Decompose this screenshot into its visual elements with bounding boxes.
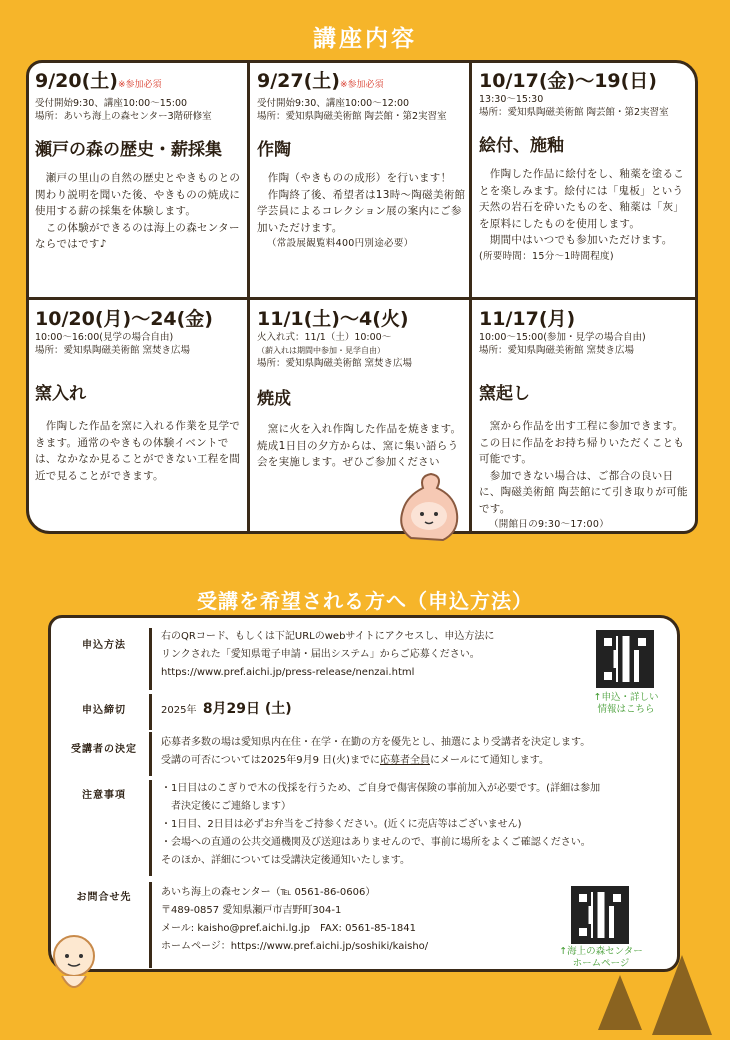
- note-item: そのほか、詳細については受講決定後通知いたします。: [161, 855, 410, 866]
- decision-text: 受講の可否については2025年9月9 日(火)までに: [161, 755, 380, 766]
- divider: [149, 882, 152, 968]
- event-time: 受付開始9:30、講座10:00～15:00: [35, 98, 188, 109]
- contact-homepage[interactable]: ホームページ：https://www.pref.aichi.jp/soshiki/kaisho/: [161, 941, 429, 952]
- event-date: 9/27(土): [257, 70, 340, 92]
- event-description: 窯に火を入れ作陶した作品を焼きます。 焼成1日目の夕方からは、窯に集い語らう会を実施します。ぜひご参加ください: [257, 423, 462, 468]
- apply-text: リンクされた「愛知県電子申請・届出システム」からご応募ください。: [161, 649, 480, 660]
- event-time: 火入れ式：11/1（土）10:00～: [257, 332, 392, 343]
- event-description: 作陶した作品に絵付をし、釉薬を塗ることを楽しみます。絵付には「鬼板」という天然の岩石を砕いたものを、釉薬は「灰」を原料にしたものを使用します。 期間中はいつでも参加いただけます。: [479, 168, 685, 246]
- event-note: （開館日の9:30～17:00）: [489, 519, 610, 530]
- row-label-deadline: 申込締切: [82, 705, 126, 716]
- row-label-apply: 申込方法: [82, 640, 126, 651]
- note-item: ・会場への直通の公共交通機関及び送迎はありませんので、事前に場所をよくご確認ください。: [161, 837, 591, 848]
- required-badge: ※参加必須: [339, 80, 384, 90]
- course-board: [26, 60, 698, 534]
- event-date: 11/17(月): [479, 308, 576, 330]
- event-time: 10:00～16:00(見学の場合自由): [35, 332, 174, 343]
- divider: [149, 732, 152, 776]
- event-note: （常設展観覧料400円別途必要）: [267, 238, 414, 249]
- event-place: 場所：あいち海上の森センター3階研修室: [35, 111, 212, 122]
- event-date: 11/1(土)～4(火): [257, 308, 409, 330]
- qr-caption: ↑海上の森センター ホームページ: [559, 946, 643, 969]
- qr-caption: ↑申込・詳しい 情報はこちら: [593, 692, 659, 715]
- event-card: [479, 307, 693, 534]
- event-place: 場所：愛知県陶磁美術館 陶芸館・第2実習室: [257, 111, 447, 122]
- decision-emphasis: 応募者全員: [379, 755, 430, 766]
- apply-text: 右のQRコード、もしくは下記URLのwebサイトにアクセスし、申込方法に: [161, 631, 495, 642]
- required-badge: ※参加必須: [117, 80, 162, 90]
- event-card: [257, 307, 469, 471]
- event-time: 受付開始9:30、講座10:00～12:00: [257, 98, 410, 109]
- apply-url[interactable]: https://www.pref.aichi.jp/press-release/nenzai.html: [161, 667, 415, 678]
- event-title: 焼成: [257, 389, 291, 409]
- decision-text: 応募者多数の場は愛知県内在住・在学・在勤の方を優先とし、抽選により受講者を決定します。: [161, 737, 591, 748]
- event-date: 10/17(金)～19(日): [479, 70, 657, 92]
- qr-code-application[interactable]: [596, 630, 654, 688]
- note-item: ・1日目はのこぎりで木の伐採を行うため、ご自身で傷害保険の事前加入が必要です。(詳細は参加: [161, 783, 601, 794]
- tree-icon: [652, 955, 712, 1035]
- row-label-notes: 注意事項: [82, 790, 126, 801]
- event-description: 作陶した作品を窯に入れる作業を見学できます。通常のやきもの体験イベントでは、なかなか見ることができない工程を間近で見ることができます。: [35, 420, 241, 482]
- row-label-decision: 受講者の決定: [71, 744, 137, 755]
- event-title: 作陶: [257, 140, 291, 160]
- divider: [29, 297, 695, 300]
- event-place: 場所：愛知県陶磁美術館 窯焚き広場: [35, 345, 191, 356]
- note-item: 者決定後にご連絡します）: [161, 801, 291, 812]
- application-panel: [48, 615, 680, 972]
- event-date: 10/20(月)～24(金): [35, 308, 213, 330]
- event-card: [35, 69, 247, 253]
- event-card: [257, 69, 469, 253]
- event-place: 場所：愛知県陶磁美術館 窯焚き広場: [257, 358, 413, 369]
- event-place: 場所：愛知県陶磁美術館 陶芸館・第2実習室: [479, 107, 669, 118]
- tree-icon: [598, 975, 642, 1030]
- contact-email[interactable]: メール: kaisho@pref.aichi.lg.jp FAX: 0561-85-1841: [161, 923, 416, 934]
- event-card: [35, 307, 247, 484]
- event-date: 9/20(土): [35, 70, 118, 92]
- event-title: 瀬戸の森の歴史・薪採集: [35, 140, 222, 160]
- section-title-courses: 講座内容: [313, 26, 417, 52]
- mascot-character: [44, 930, 104, 1000]
- event-card: [479, 69, 693, 265]
- section-title-application: 受講を希望される方へ（申込方法）: [197, 589, 533, 613]
- contact-address: 〒489-0857 愛知県瀬戸市吉野町304-1: [161, 905, 342, 916]
- event-description: 作陶（やきものの成形）を行います！ 作陶終了後、希望者は13時～陶磁美術館学芸員によるコレクション展の案内にご参加いただけます。: [257, 172, 466, 234]
- deadline-date: 8月29日 (土): [202, 701, 292, 717]
- event-title: 絵付、施釉: [479, 136, 564, 156]
- event-title: 窯入れ: [35, 384, 86, 404]
- event-time: 10:00～15:00(参加・見学の場合自由): [479, 332, 646, 343]
- contact-name: あいち海上の森センター（℡ 0561-86-0606）: [161, 887, 376, 898]
- mascot-illustration: [389, 468, 469, 548]
- note-item: ・1日目、2日目は必ずお弁当をご持参ください。(近くに売店等はございません): [161, 819, 522, 830]
- event-title: 窯起し: [479, 384, 530, 404]
- qr-code-homepage[interactable]: [571, 886, 629, 944]
- event-place: 場所：愛知県陶磁美術館 窯焚き広場: [479, 345, 635, 356]
- event-sub-note: （薪入れは期間中参加・見学自由）: [257, 346, 385, 355]
- event-description: 瀬戸の里山の自然の歴史とやきものとの関わり説明を聞いた後、やきものの焼成に使用する薪の採集を体験します。 この体験ができるのは海上の森センターならではです♪: [35, 172, 241, 250]
- row-label-contact: お問合せ先: [76, 892, 132, 903]
- divider: [149, 628, 152, 690]
- deadline-year: 2025年: [161, 705, 197, 716]
- decision-text: にメールにて通知します。: [429, 755, 549, 766]
- event-note: (所要時間：15分～1時間程度): [479, 250, 614, 262]
- divider: [149, 780, 152, 876]
- divider: [149, 694, 152, 730]
- event-time: 13:30～15:30: [479, 94, 544, 105]
- event-description: 窯から作品を出す工程に参加できます。この日に作品をお持ち帰りいただくことも可能です。 参加できない場合は、ご都合の良い日に、陶磁美術館 陶芸館にて引き取りが可能です。: [479, 420, 688, 515]
